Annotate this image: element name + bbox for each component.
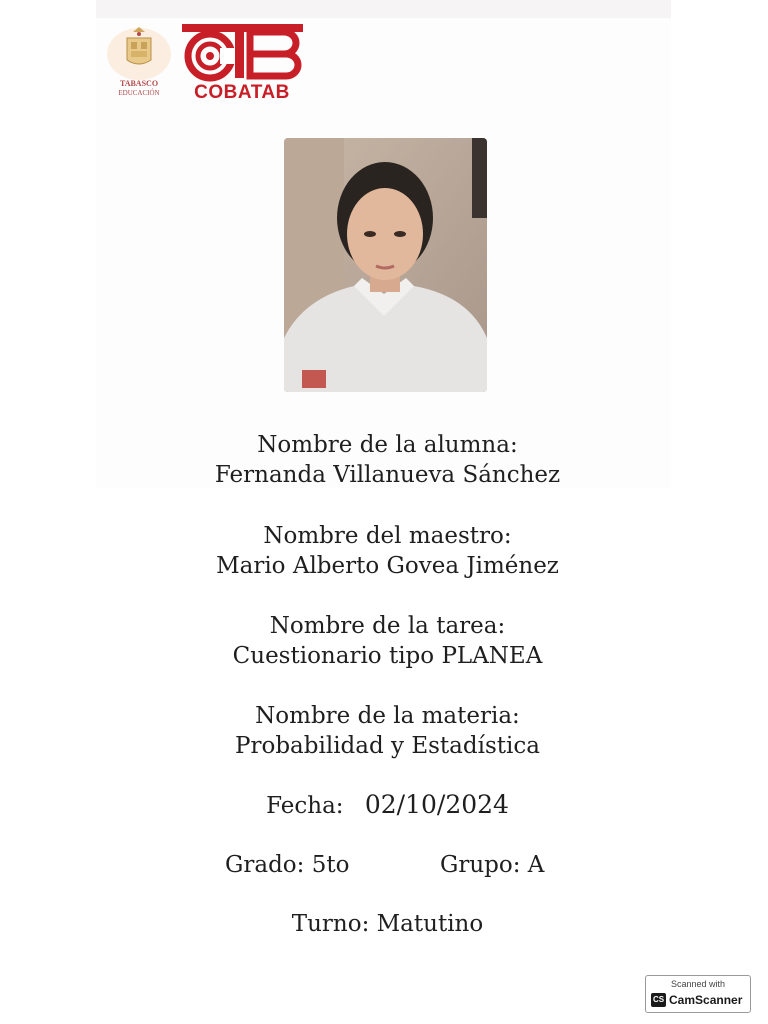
- camscanner-watermark: [645, 975, 751, 1013]
- student-block: [150, 430, 625, 490]
- date-value: 02/10/2024: [364, 790, 509, 819]
- tabasco-seal-icon: [105, 24, 173, 102]
- shift-text: Turno: Matutino: [291, 911, 484, 937]
- seal-line2: EDUCACIÓN: [118, 89, 160, 97]
- watermark-name: CamScanner: [669, 993, 743, 1007]
- subject-block: [150, 701, 625, 761]
- camscanner-icon: CS: [651, 993, 666, 1007]
- seal-line1: TABASCO: [119, 79, 159, 88]
- student-name: Fernanda Villanueva Sánchez: [214, 462, 561, 488]
- task-block: [150, 611, 625, 671]
- task-name: Cuestionario tipo PLANEA: [232, 643, 543, 669]
- group-text: Grupo: A: [440, 852, 545, 878]
- cobatab-wordmark: COBATAB: [194, 82, 290, 103]
- subject-name: Probabilidad y Estadística: [235, 733, 540, 759]
- date-row: [150, 790, 625, 819]
- teacher-block: [150, 521, 625, 581]
- teacher-label: Nombre del maestro:: [263, 523, 512, 549]
- task-label: Nombre de la tarea:: [269, 613, 506, 639]
- student-photo: [284, 138, 487, 392]
- subject-label: Nombre de la materia:: [255, 703, 520, 729]
- teacher-name: Mario Alberto Govea Jiménez: [216, 553, 559, 579]
- grade-text: Grado: 5to: [225, 852, 350, 878]
- watermark-top-text: Scanned with: [670, 979, 726, 989]
- top-strip: [96, 0, 671, 18]
- student-label: Nombre de la alumna:: [257, 432, 518, 458]
- date-label: Fecha:: [266, 793, 344, 819]
